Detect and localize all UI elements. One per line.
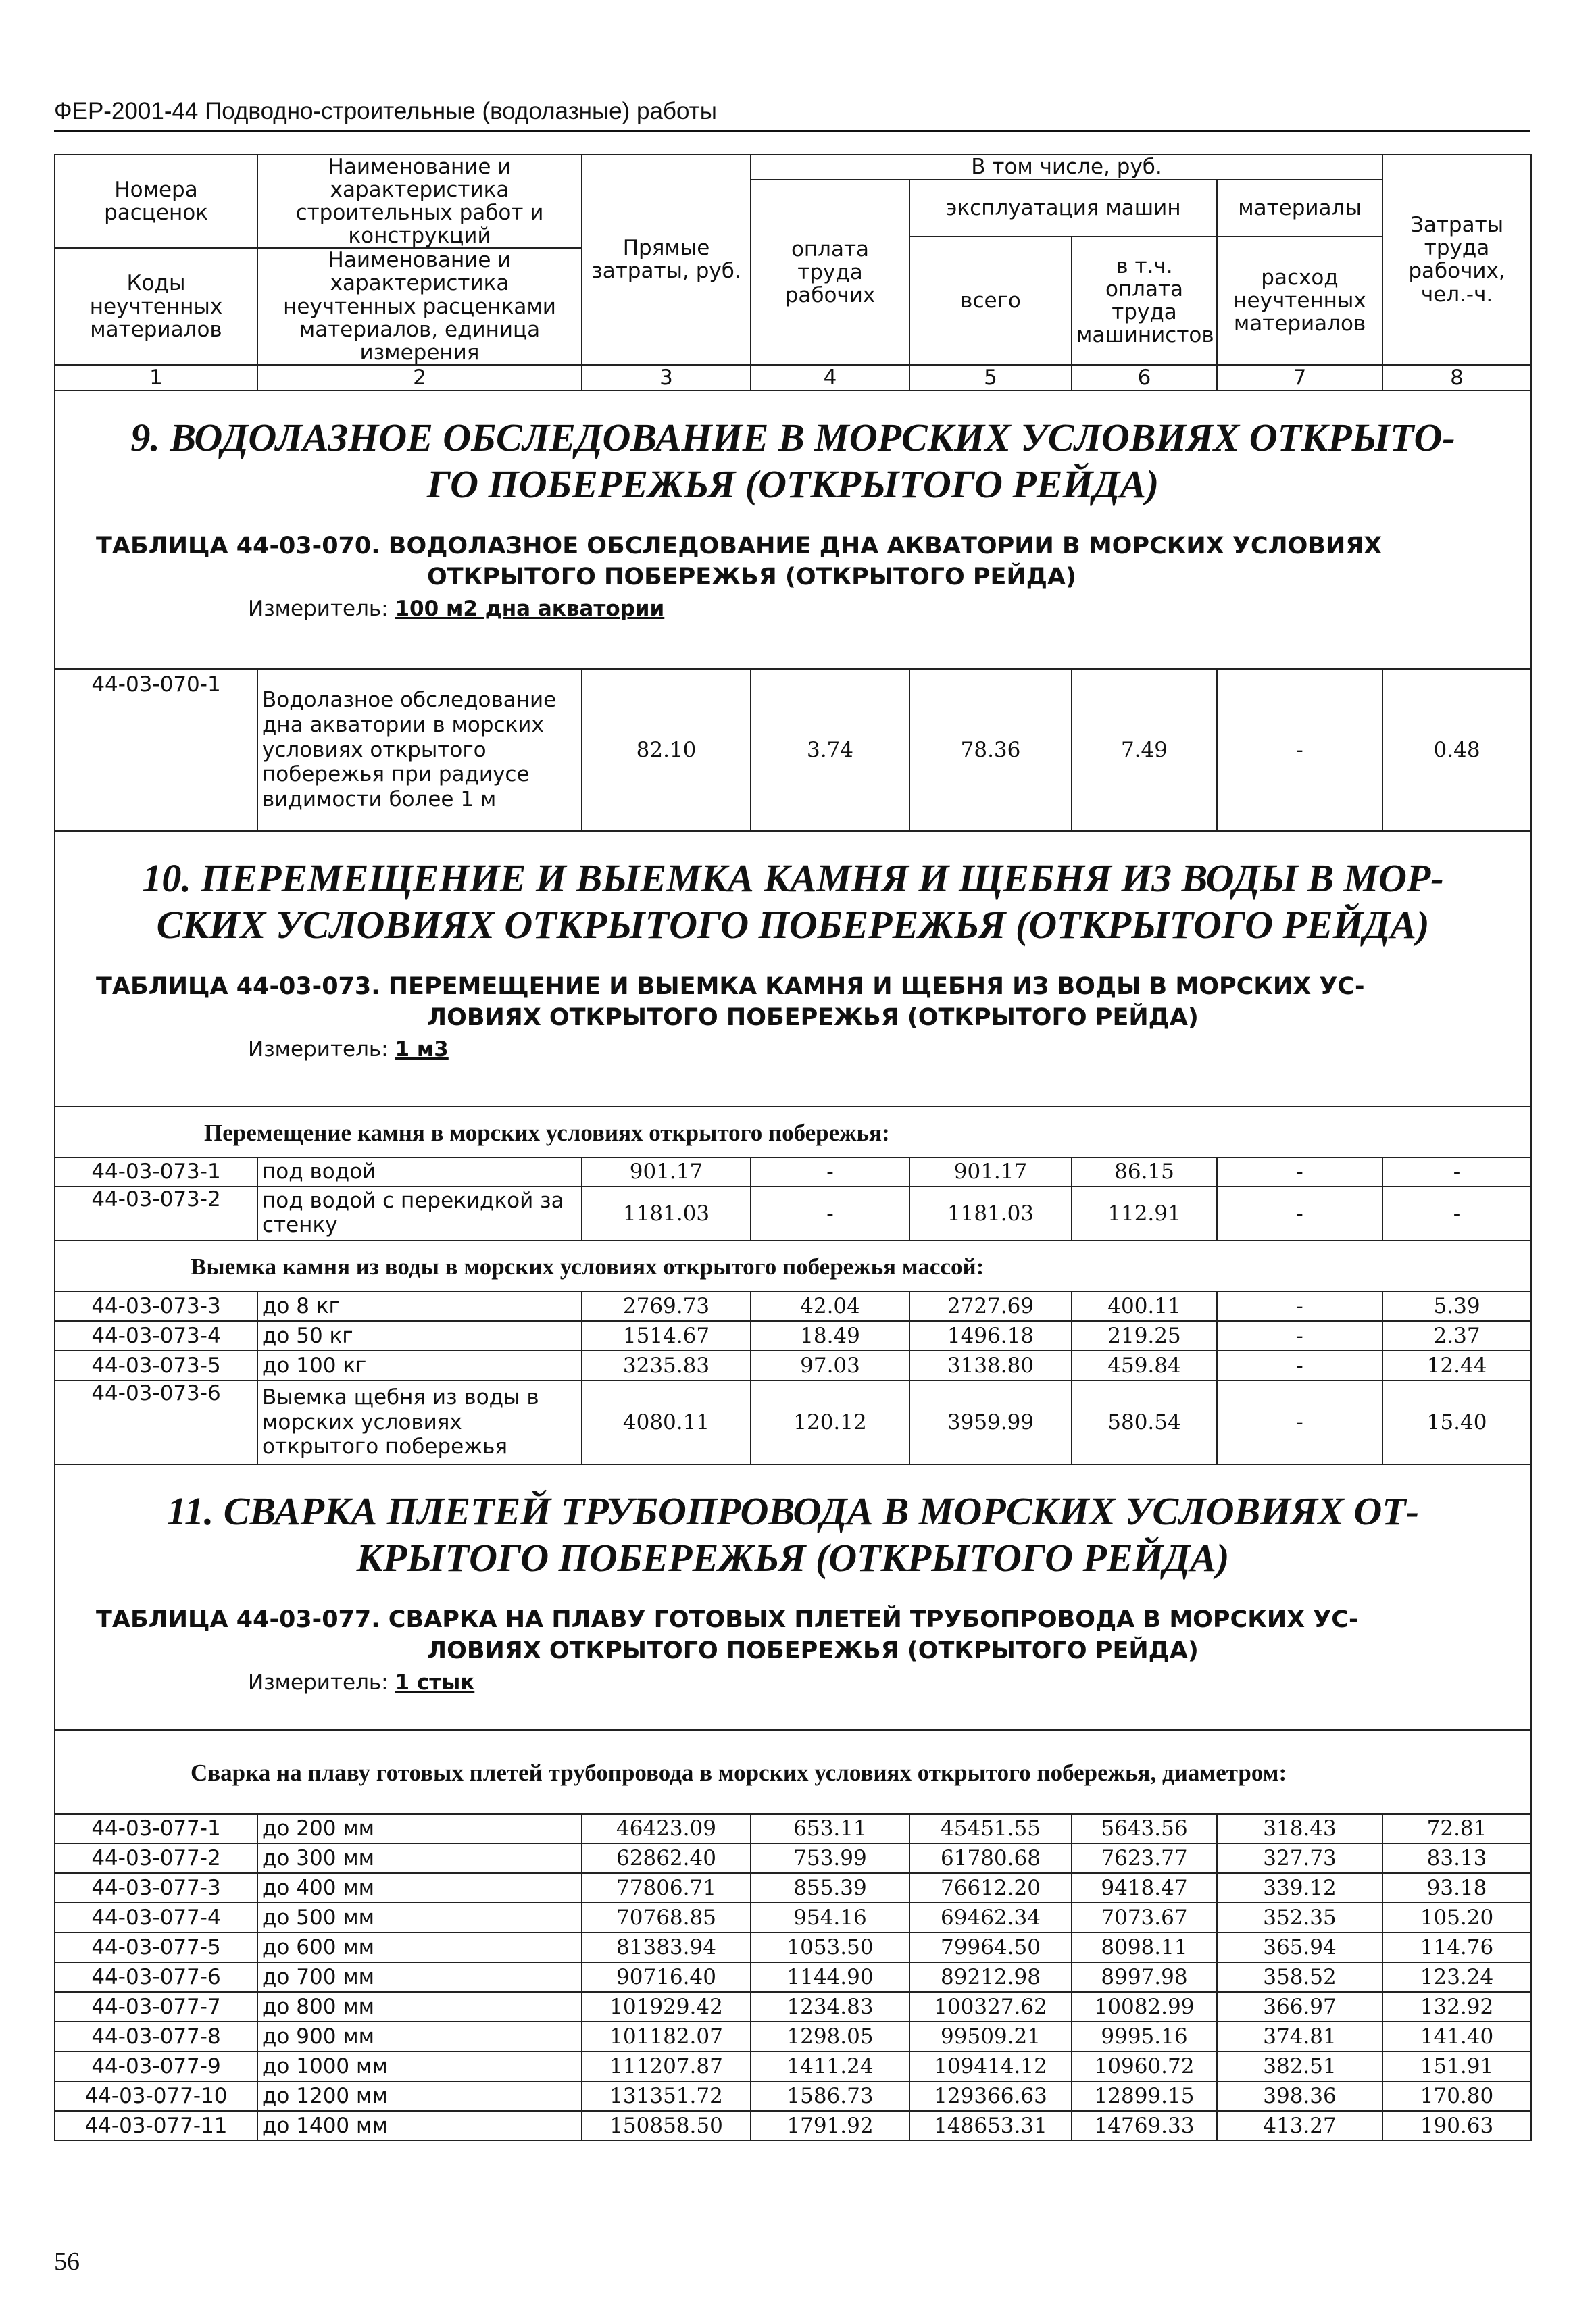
col-number: 4 [751, 365, 909, 391]
labor-pay: 42.04 [751, 1291, 909, 1321]
labor-hours: 5.39 [1382, 1291, 1531, 1321]
machinists-pay: 459.84 [1072, 1351, 1217, 1380]
group-heading: Перемещение камня в морских условиях открытого побережья: [55, 1107, 1531, 1158]
machinists-pay: 14769.33 [1072, 2111, 1217, 2141]
direct-costs: 4080.11 [582, 1380, 751, 1464]
table-title: ТАБЛИЦА 44-03-073. ПЕРЕМЕЩЕНИЕ И ВЫЕМКА КАМНЯ И ЩЕБНЯ ИЗ ВОДЫ В МОРСКИХ УС- ЛОВИЯХ ОТКРЫТОГО ПОБЕРЕЖЬЯ (ОТКРЫТОГО РЕЙДА) [96, 973, 1365, 1031]
machinists-pay: 7.49 [1072, 669, 1217, 831]
page-number: 56 [54, 2247, 80, 2276]
measure-unit: Измеритель: 1 м3 [248, 1037, 449, 1062]
materials-cost: - [1217, 1187, 1382, 1241]
direct-costs: 150858.50 [582, 2111, 751, 2141]
rate-code: 44-03-077-2 [55, 1843, 257, 1873]
machines-total: 61780.68 [909, 1843, 1072, 1873]
machinists-pay: 219.25 [1072, 1321, 1217, 1351]
rates-table [54, 154, 1532, 1815]
work-description: до 50 кг [257, 1321, 582, 1351]
direct-costs: 101929.42 [582, 1992, 751, 2022]
machines-total: 148653.31 [909, 2111, 1072, 2141]
labor-pay: 3.74 [751, 669, 909, 831]
direct-costs: 77806.71 [582, 1873, 751, 1903]
header-in-total: В том числе, руб. [751, 155, 1382, 180]
labor-hours: 15.40 [1382, 1380, 1531, 1464]
machines-total: 1181.03 [909, 1187, 1072, 1241]
rate-code: 44-03-077-11 [55, 2111, 257, 2141]
table-row [55, 1187, 1531, 1241]
labor-hours: - [1382, 1187, 1531, 1241]
table-row [55, 2111, 1531, 2141]
header-machinists-pay: в т.ч. оплата труда машинистов [1072, 237, 1217, 365]
work-description: Водолазное обследование дна акватории в морских условиях открытого побережья при радиусе видимости более 1 м [257, 669, 582, 831]
table-title: ТАБЛИЦА 44-03-077. СВАРКА НА ПЛАВУ ГОТОВЫХ ПЛЕТЕЙ ТРУБОПРОВОДА В МОРСКИХ УС- ЛОВИЯХ ОТКРЫТОГО ПОБЕРЕЖЬЯ (ОТКРЫТОГО РЕЙДА) [96, 1606, 1359, 1664]
table-row [55, 1380, 1531, 1464]
labor-pay: 954.16 [751, 1903, 909, 1933]
section-9-heading [55, 391, 1531, 669]
work-description: до 1400 мм [257, 2111, 582, 2141]
group-heading: Выемка камня из воды в морских условиях открытого побережья массой: [55, 1241, 1531, 1291]
machinists-pay: 10960.72 [1072, 2051, 1217, 2081]
labor-hours: 123.24 [1382, 1962, 1531, 1992]
labor-pay: 120.12 [751, 1380, 909, 1464]
machines-total: 1496.18 [909, 1321, 1072, 1351]
labor-pay: - [751, 1187, 909, 1241]
work-description: до 100 кг [257, 1351, 582, 1380]
table-row [55, 2081, 1531, 2111]
machines-total: 79964.50 [909, 1933, 1072, 1962]
rate-code: 44-03-077-1 [55, 1814, 257, 1843]
work-description: до 1000 мм [257, 2051, 582, 2081]
table-row [55, 2051, 1531, 2081]
table-title: ТАБЛИЦА 44-03-070. ВОДОЛАЗНОЕ ОБСЛЕДОВАНИЕ ДНА АКВАТОРИИ В МОРСКИХ УСЛОВИЯХ ОТКРЫТОГО ПОБЕРЕЖЬЯ (ОТКРЫТОГО РЕЙДА) [96, 532, 1382, 591]
materials-cost: 318.43 [1217, 1814, 1382, 1843]
col-number: 8 [1382, 365, 1531, 391]
machinists-pay: 86.15 [1072, 1158, 1217, 1187]
rate-code: 44-03-070-1 [55, 669, 257, 831]
machinists-pay: 8997.98 [1072, 1962, 1217, 1992]
machines-total: 129366.63 [909, 2081, 1072, 2111]
running-head: ФЕР-2001-44 Подводно-строительные (водолазные) работы [54, 98, 1530, 132]
direct-costs: 3235.83 [582, 1351, 751, 1380]
work-description: до 8 кг [257, 1291, 582, 1321]
materials-cost: - [1217, 1380, 1382, 1464]
materials-cost: 398.36 [1217, 2081, 1382, 2111]
materials-cost: 327.73 [1217, 1843, 1382, 1873]
direct-costs: 1514.67 [582, 1321, 751, 1351]
table-row [55, 1291, 1531, 1321]
labor-pay: 1298.05 [751, 2022, 909, 2051]
machines-total: 109414.12 [909, 2051, 1072, 2081]
materials-cost: - [1217, 1158, 1382, 1187]
labor-hours: 141.40 [1382, 2022, 1531, 2051]
direct-costs: 2769.73 [582, 1291, 751, 1321]
labor-hours: 170.80 [1382, 2081, 1531, 2111]
header-machines: эксплуатация машин [909, 180, 1217, 237]
labor-pay: 1791.92 [751, 2111, 909, 2141]
rate-code: 44-03-077-5 [55, 1933, 257, 1962]
machines-total: 89212.98 [909, 1962, 1072, 1992]
table-row [55, 1962, 1531, 1992]
machines-total: 100327.62 [909, 1992, 1072, 2022]
header-col2-top: Наименование и характеристика строительных работ и конструкций [257, 155, 582, 248]
labor-hours: 105.20 [1382, 1903, 1531, 1933]
col-number: 7 [1217, 365, 1382, 391]
work-description: до 200 мм [257, 1814, 582, 1843]
materials-cost: 382.51 [1217, 2051, 1382, 2081]
rate-code: 44-03-077-8 [55, 2022, 257, 2051]
table-row [55, 1814, 1531, 1843]
header-machines-total: всего [909, 237, 1072, 365]
labor-pay: 1053.50 [751, 1933, 909, 1962]
labor-hours: 83.13 [1382, 1843, 1531, 1873]
machinists-pay: 7073.67 [1072, 1903, 1217, 1933]
labor-pay: 1234.83 [751, 1992, 909, 2022]
labor-pay: 653.11 [751, 1814, 909, 1843]
machinists-pay: 112.91 [1072, 1187, 1217, 1241]
measure-unit: Измеритель: 100 м2 дна акватории [248, 597, 665, 622]
materials-cost: 374.81 [1217, 2022, 1382, 2051]
machines-total: 99509.21 [909, 2022, 1072, 2051]
rates-table-continued [54, 1813, 1532, 2141]
header-materials: материалы [1217, 180, 1382, 237]
table-row [55, 2022, 1531, 2051]
machinists-pay: 8098.11 [1072, 1933, 1217, 1962]
section-title: 9. ВОДОЛАЗНОЕ ОБСЛЕДОВАНИЕ В МОРСКИХ УСЛОВИЯХ ОТКРЫТО- ГО ПОБЕРЕЖЬЯ (ОТКРЫТОГО РЕЙДА) [130, 415, 1455, 507]
labor-hours: 0.48 [1382, 669, 1531, 831]
rate-code: 44-03-073-1 [55, 1158, 257, 1187]
work-description: до 500 мм [257, 1903, 582, 1933]
machines-total: 2727.69 [909, 1291, 1072, 1321]
rate-code: 44-03-077-10 [55, 2081, 257, 2111]
labor-hours: 132.92 [1382, 1992, 1531, 2022]
group-heading-row [55, 1730, 1531, 1814]
machines-total: 76612.20 [909, 1873, 1072, 1903]
section-10-heading [55, 831, 1531, 1107]
group-heading: Сварка на плаву готовых плетей трубопровода в морских условиях открытого побережья, диаметром: [55, 1730, 1531, 1814]
labor-hours: 151.91 [1382, 2051, 1531, 2081]
rate-code: 44-03-077-4 [55, 1903, 257, 1933]
materials-cost: - [1217, 1351, 1382, 1380]
table-row [55, 1992, 1531, 2022]
materials-cost: 366.97 [1217, 1992, 1382, 2022]
materials-cost: - [1217, 1321, 1382, 1351]
work-description: Выемка щебня из воды в морских условиях открытого побережья [257, 1380, 582, 1464]
measure-unit: Измеритель: 1 стык [248, 1670, 475, 1695]
header-materials-sub: расход неучтенных материалов [1217, 237, 1382, 365]
work-description: под водой с перекидкой за стенку [257, 1187, 582, 1241]
rate-code: 44-03-073-5 [55, 1351, 257, 1380]
work-description: до 400 мм [257, 1873, 582, 1903]
section-11-heading [55, 1464, 1531, 1730]
labor-hours: 114.76 [1382, 1933, 1531, 1962]
labor-hours: 12.44 [1382, 1351, 1531, 1380]
direct-costs: 131351.72 [582, 2081, 751, 2111]
rate-code: 44-03-077-9 [55, 2051, 257, 2081]
labor-pay: 1411.24 [751, 2051, 909, 2081]
header-labor-pay: оплата труда рабочих [751, 180, 909, 365]
direct-costs: 82.10 [582, 669, 751, 831]
table-row [55, 1843, 1531, 1873]
header-row-1 [55, 155, 1531, 180]
machinists-pay: 9995.16 [1072, 2022, 1217, 2051]
materials-cost: 352.35 [1217, 1903, 1382, 1933]
direct-costs: 46423.09 [582, 1814, 751, 1843]
table-row [55, 669, 1531, 831]
header-labor: Затраты труда рабочих, чел.-ч. [1382, 155, 1531, 365]
table-row [55, 1873, 1531, 1903]
labor-pay: 1586.73 [751, 2081, 909, 2111]
machinists-pay: 580.54 [1072, 1380, 1217, 1464]
header-direct-costs: Прямые затраты, руб. [582, 155, 751, 365]
labor-hours: 2.37 [1382, 1321, 1531, 1351]
machines-total: 901.17 [909, 1158, 1072, 1187]
materials-cost: 365.94 [1217, 1933, 1382, 1962]
machines-total: 3138.80 [909, 1351, 1072, 1380]
machinists-pay: 10082.99 [1072, 1992, 1217, 2022]
materials-cost: 358.52 [1217, 1962, 1382, 1992]
work-description: до 700 мм [257, 1962, 582, 1992]
rate-code: 44-03-073-3 [55, 1291, 257, 1321]
machinists-pay: 5643.56 [1072, 1814, 1217, 1843]
machines-total: 69462.34 [909, 1903, 1072, 1933]
direct-costs: 901.17 [582, 1158, 751, 1187]
header-col1-bottom: Коды неучтенных материалов [55, 248, 257, 364]
materials-cost: 413.27 [1217, 2111, 1382, 2141]
col-number: 3 [582, 365, 751, 391]
section-title: 10. ПЕРЕМЕЩЕНИЕ И ВЫЕМКА КАМНЯ И ЩЕБНЯ ИЗ ВОДЫ В МОР- СКИХ УСЛОВИЯХ ОТКРЫТОГО ПОБЕРЕЖЬЯ (ОТКРЫТОГО РЕЙДА) [142, 855, 1444, 947]
col-number: 1 [55, 365, 257, 391]
labor-pay: 97.03 [751, 1351, 909, 1380]
col-number: 6 [1072, 365, 1217, 391]
work-description: до 1200 мм [257, 2081, 582, 2111]
work-description: до 800 мм [257, 1992, 582, 2022]
col-number: 2 [257, 365, 582, 391]
table-row [55, 1933, 1531, 1962]
direct-costs: 101182.07 [582, 2022, 751, 2051]
col-number: 5 [909, 365, 1072, 391]
labor-hours: 190.63 [1382, 2111, 1531, 2141]
group-heading-row [55, 1107, 1531, 1158]
rate-code: 44-03-077-7 [55, 1992, 257, 2022]
table-row [55, 1903, 1531, 1933]
direct-costs: 90716.40 [582, 1962, 751, 1992]
materials-cost: - [1217, 1291, 1382, 1321]
group-heading-row [55, 1241, 1531, 1291]
direct-costs: 62862.40 [582, 1843, 751, 1873]
rate-code: 44-03-077-3 [55, 1873, 257, 1903]
labor-pay: 753.99 [751, 1843, 909, 1873]
rate-code: 44-03-077-6 [55, 1962, 257, 1992]
labor-hours: - [1382, 1158, 1531, 1187]
direct-costs: 81383.94 [582, 1933, 751, 1962]
machinists-pay: 12899.15 [1072, 2081, 1217, 2111]
work-description: до 300 мм [257, 1843, 582, 1873]
section-title: 11. СВАРКА ПЛЕТЕЙ ТРУБОПРОВОДА В МОРСКИХ УСЛОВИЯХ ОТ- КРЫТОГО ПОБЕРЕЖЬЯ (ОТКРЫТОГО РЕЙДА) [167, 1489, 1420, 1580]
table-row [55, 1158, 1531, 1187]
rate-code: 44-03-073-6 [55, 1380, 257, 1464]
machinists-pay: 9418.47 [1072, 1873, 1217, 1903]
labor-pay: 855.39 [751, 1873, 909, 1903]
labor-pay: - [751, 1158, 909, 1187]
header-numbers-row [55, 365, 1531, 391]
header-col2-bottom: Наименование и характеристика неучтенных расценками материалов, единица измерения [257, 248, 582, 364]
machines-total: 3959.99 [909, 1380, 1072, 1464]
direct-costs: 1181.03 [582, 1187, 751, 1241]
machines-total: 78.36 [909, 669, 1072, 831]
labor-pay: 1144.90 [751, 1962, 909, 1992]
table-row [55, 1321, 1531, 1351]
work-description: до 900 мм [257, 2022, 582, 2051]
machinists-pay: 400.11 [1072, 1291, 1217, 1321]
header-col1-top: Номера расценок [55, 155, 257, 248]
labor-hours: 93.18 [1382, 1873, 1531, 1903]
work-description: под водой [257, 1158, 582, 1187]
rate-code: 44-03-073-2 [55, 1187, 257, 1241]
direct-costs: 111207.87 [582, 2051, 751, 2081]
materials-cost: - [1217, 669, 1382, 831]
section-11-rows [55, 1814, 1531, 2141]
direct-costs: 70768.85 [582, 1903, 751, 1933]
materials-cost: 339.12 [1217, 1873, 1382, 1903]
machinists-pay: 7623.77 [1072, 1843, 1217, 1873]
rate-code: 44-03-073-4 [55, 1321, 257, 1351]
table-row [55, 1351, 1531, 1380]
labor-hours: 72.81 [1382, 1814, 1531, 1843]
labor-pay: 18.49 [751, 1321, 909, 1351]
machines-total: 45451.55 [909, 1814, 1072, 1843]
work-description: до 600 мм [257, 1933, 582, 1962]
